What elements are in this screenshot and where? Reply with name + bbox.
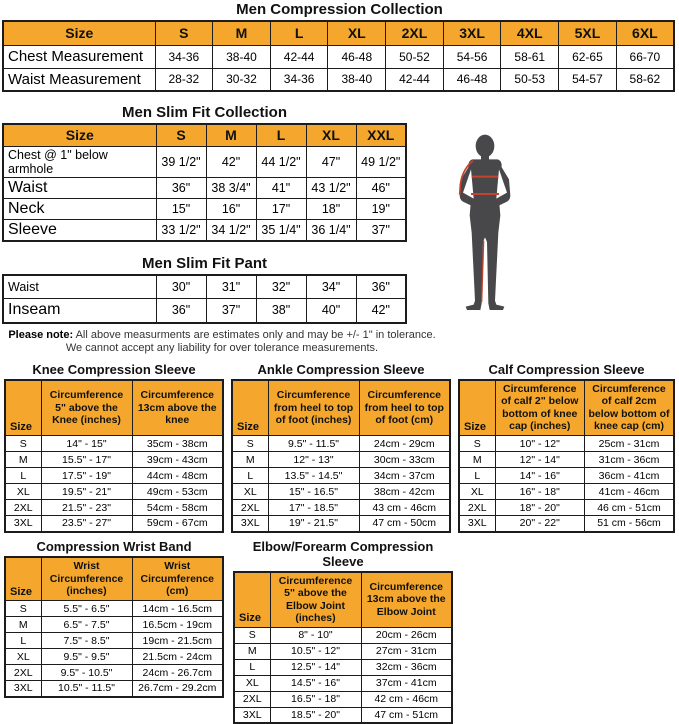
size-cell: L xyxy=(232,468,268,484)
table-row xyxy=(232,484,450,500)
slim-fit-collection-table xyxy=(2,123,407,242)
header-row xyxy=(5,557,223,601)
value-cell: 42 cm - 46cm xyxy=(361,691,452,707)
header-row xyxy=(5,380,223,436)
section-ankle-sleeve xyxy=(231,362,451,533)
table-row xyxy=(5,500,223,516)
value-cell: 27cm - 31cm xyxy=(361,643,452,659)
value-cell: 58-61 xyxy=(501,45,559,68)
table-row xyxy=(3,275,406,299)
table-title-slim-fit-collection: Men Slim Fit Collection xyxy=(2,104,407,121)
tolerance-note-line2: We cannot accept any liability for over tolerance measurements. xyxy=(2,342,442,356)
column-header: XXL xyxy=(356,124,406,146)
size-cell: 2XL xyxy=(232,500,268,516)
table-row xyxy=(5,617,223,633)
table-row xyxy=(5,633,223,649)
tolerance-note xyxy=(2,329,442,356)
section-slim-fit-collection xyxy=(2,104,407,242)
size-cell: XL xyxy=(5,484,41,500)
value-cell: 46 cm - 51cm xyxy=(585,500,675,516)
value-cell: 39cm - 43cm xyxy=(132,452,223,468)
value-cell: 32" xyxy=(256,275,306,299)
value-cell: 35cm - 38cm xyxy=(132,436,223,452)
value-cell: 30" xyxy=(156,275,206,299)
table-title-calf-sleeve: Calf Compression Sleeve xyxy=(458,362,675,377)
table-title-knee-sleeve: Knee Compression Sleeve xyxy=(4,362,224,377)
size-cell: L xyxy=(459,468,495,484)
header-row xyxy=(234,572,452,628)
table-row xyxy=(5,681,223,697)
table-row xyxy=(459,436,674,452)
value-cell: 10.5" - 12" xyxy=(270,643,361,659)
size-cell: M xyxy=(234,643,270,659)
value-cell: 5.5" - 6.5" xyxy=(41,601,132,617)
column-header: Circumference 13cm above the knee xyxy=(132,380,223,436)
size-cell: XL xyxy=(232,484,268,500)
value-cell: 24cm - 26.7cm xyxy=(132,665,223,681)
value-cell: 20" - 22" xyxy=(495,516,585,532)
value-cell: 35 1/4" xyxy=(256,219,306,241)
value-cell: 16.5" - 18" xyxy=(270,691,361,707)
table-row xyxy=(3,146,406,177)
size-cell: S xyxy=(5,436,41,452)
value-cell: 10.5" - 11.5" xyxy=(41,681,132,697)
value-cell: 12" - 13" xyxy=(268,452,359,468)
column-header: 3XL xyxy=(443,21,501,45)
size-cell: 2XL xyxy=(5,665,41,681)
value-cell: 42-44 xyxy=(386,68,444,91)
value-cell: 46" xyxy=(356,177,406,198)
section-wrist-band xyxy=(4,539,224,724)
size-cell: 2XL xyxy=(234,691,270,707)
column-header: L xyxy=(256,124,306,146)
table-row xyxy=(3,177,406,198)
table-row xyxy=(3,219,406,241)
value-cell: 30-32 xyxy=(213,68,271,91)
size-cell: S xyxy=(5,601,41,617)
row-label-cell: Chest Measurement xyxy=(3,45,155,68)
value-cell: 36" xyxy=(156,177,206,198)
value-cell: 25cm - 31cm xyxy=(585,436,675,452)
header-row xyxy=(3,21,674,45)
calf-sleeve-table xyxy=(458,379,675,533)
value-cell: 18.5" - 20" xyxy=(270,707,361,723)
table-row xyxy=(234,643,452,659)
value-cell: 34-36 xyxy=(155,45,213,68)
value-cell: 16" xyxy=(206,198,256,219)
section-elbow-sleeve xyxy=(233,539,453,724)
value-cell: 32cm - 36cm xyxy=(361,659,452,675)
value-cell: 42-44 xyxy=(270,45,328,68)
column-header: S xyxy=(156,124,206,146)
column-header: M xyxy=(206,124,256,146)
value-cell: 28-32 xyxy=(155,68,213,91)
value-cell: 54-56 xyxy=(443,45,501,68)
value-cell: 16.5cm - 19cm xyxy=(132,617,223,633)
value-cell: 21.5cm - 24cm xyxy=(132,649,223,665)
value-cell: 46-48 xyxy=(443,68,501,91)
value-cell: 59cm - 67cm xyxy=(132,516,223,532)
value-cell: 47" xyxy=(306,146,356,177)
value-cell: 10" - 12" xyxy=(495,436,585,452)
table-row xyxy=(234,627,452,643)
sleeve-tables-row-top xyxy=(2,362,677,533)
section-compression-collection xyxy=(2,1,677,92)
value-cell: 8" - 10" xyxy=(270,627,361,643)
body-measurement-figure xyxy=(449,134,521,314)
value-cell: 66-70 xyxy=(616,45,674,68)
size-cell: 3XL xyxy=(5,681,41,697)
table-row xyxy=(5,468,223,484)
value-cell: 44cm - 48cm xyxy=(132,468,223,484)
table-row xyxy=(5,484,223,500)
value-cell: 31cm - 36cm xyxy=(585,452,675,468)
value-cell: 38cm - 42cm xyxy=(359,484,450,500)
value-cell: 17.5" - 19" xyxy=(41,468,132,484)
row-label-cell: Chest @ 1" below armhole xyxy=(3,146,156,177)
column-header: Wrist Circumference (cm) xyxy=(132,557,223,601)
value-cell: 37" xyxy=(356,219,406,241)
elbow-forearm-sleeve-table xyxy=(233,571,453,724)
value-cell: 19" - 21.5" xyxy=(268,516,359,532)
column-header: S xyxy=(155,21,213,45)
value-cell: 6.5" - 7.5" xyxy=(41,617,132,633)
table-row xyxy=(232,500,450,516)
column-header: L xyxy=(270,21,328,45)
table-row xyxy=(3,299,406,323)
size-column-header: Size xyxy=(5,380,41,436)
note-bold-prefix: Please note: xyxy=(8,329,73,341)
value-cell: 9.5" - 11.5" xyxy=(268,436,359,452)
value-cell: 36cm - 41cm xyxy=(585,468,675,484)
column-header: Circumference 5" above the Elbow Joint (inches) xyxy=(270,572,361,628)
size-cell: L xyxy=(5,468,41,484)
value-cell: 42" xyxy=(356,299,406,323)
table-row xyxy=(3,45,674,68)
section-knee-sleeve xyxy=(4,362,224,533)
table-row xyxy=(234,707,452,723)
value-cell: 15" - 16.5" xyxy=(268,484,359,500)
value-cell: 14.5" - 16" xyxy=(270,675,361,691)
header-row xyxy=(459,380,674,436)
value-cell: 54-57 xyxy=(559,68,617,91)
value-cell: 38 3/4" xyxy=(206,177,256,198)
value-cell: 49cm - 53cm xyxy=(132,484,223,500)
column-header: Circumference from heel to top of foot (cm) xyxy=(359,380,450,436)
section-slim-fit-pant xyxy=(2,255,407,324)
column-header: 2XL xyxy=(386,21,444,45)
table-row xyxy=(459,500,674,516)
value-cell: 23.5" - 27" xyxy=(41,516,132,532)
column-header: XL xyxy=(306,124,356,146)
value-cell: 12.5" - 14" xyxy=(270,659,361,675)
ankle-sleeve-table xyxy=(231,379,451,533)
value-cell: 58-62 xyxy=(616,68,674,91)
table-row xyxy=(232,452,450,468)
sleeve-tables-row-bottom xyxy=(2,539,677,724)
size-cell: 3XL xyxy=(232,516,268,532)
size-cell: 2XL xyxy=(5,500,41,516)
size-cell: 3XL xyxy=(459,516,495,532)
value-cell: 37" xyxy=(206,299,256,323)
value-cell: 49 1/2" xyxy=(356,146,406,177)
value-cell: 41" xyxy=(256,177,306,198)
knee-sleeve-table xyxy=(4,379,224,533)
value-cell: 33 1/2" xyxy=(156,219,206,241)
value-cell: 19" xyxy=(356,198,406,219)
value-cell: 18" - 20" xyxy=(495,500,585,516)
column-header: 6XL xyxy=(616,21,674,45)
value-cell: 50-52 xyxy=(386,45,444,68)
size-cell: 2XL xyxy=(459,500,495,516)
size-cell: M xyxy=(5,617,41,633)
value-cell: 14" - 15" xyxy=(41,436,132,452)
table-title-compression-collection: Men Compression Collection xyxy=(2,1,677,18)
column-header: Circumference of calf 2" below bottom of knee cap (inches) xyxy=(495,380,585,436)
value-cell: 42" xyxy=(206,146,256,177)
value-cell: 17" - 18.5" xyxy=(268,500,359,516)
column-header: Circumference 5" above the Knee (inches) xyxy=(41,380,132,436)
table-row xyxy=(232,468,450,484)
value-cell: 20cm - 26cm xyxy=(361,627,452,643)
size-cell: S xyxy=(232,436,268,452)
table-row xyxy=(5,452,223,468)
table-row xyxy=(232,436,450,452)
size-column-header: Size xyxy=(5,557,41,601)
value-cell: 62-65 xyxy=(559,45,617,68)
value-cell: 18" xyxy=(306,198,356,219)
column-header: 5XL xyxy=(559,21,617,45)
column-header: M xyxy=(213,21,271,45)
value-cell: 26.7cm - 29.2cm xyxy=(132,681,223,697)
column-header: Size xyxy=(3,124,156,146)
value-cell: 19.5" - 21" xyxy=(41,484,132,500)
row-label-cell: Waist xyxy=(3,177,156,198)
value-cell: 19cm - 21.5cm xyxy=(132,633,223,649)
value-cell: 34cm - 37cm xyxy=(359,468,450,484)
size-cell: M xyxy=(5,452,41,468)
column-header: Circumference from heel to top of foot (inches) xyxy=(268,380,359,436)
value-cell: 36 1/4" xyxy=(306,219,356,241)
value-cell: 43 cm - 46cm xyxy=(359,500,450,516)
row-label-cell: Neck xyxy=(3,198,156,219)
value-cell: 15.5" - 17" xyxy=(41,452,132,468)
table-row xyxy=(5,665,223,681)
size-column-header: Size xyxy=(459,380,495,436)
wrist-band-table xyxy=(4,556,224,698)
value-cell: 17" xyxy=(256,198,306,219)
section-calf-sleeve xyxy=(458,362,675,533)
table-row xyxy=(3,198,406,219)
value-cell: 39 1/2" xyxy=(156,146,206,177)
size-cell: L xyxy=(5,633,41,649)
size-cell: M xyxy=(459,452,495,468)
header-row xyxy=(232,380,450,436)
column-header: Circumference of calf 2cm below bottom of knee cap (cm) xyxy=(585,380,675,436)
size-cell: 3XL xyxy=(5,516,41,532)
table-row xyxy=(459,484,674,500)
value-cell: 50-53 xyxy=(501,68,559,91)
value-cell: 40" xyxy=(306,299,356,323)
size-cell: S xyxy=(459,436,495,452)
value-cell: 9.5" - 9.5" xyxy=(41,649,132,665)
header-row xyxy=(3,124,406,146)
value-cell: 34 1/2" xyxy=(206,219,256,241)
man-silhouette-icon xyxy=(449,134,521,314)
column-header: Wrist Circumference (inches) xyxy=(41,557,132,601)
size-cell: 3XL xyxy=(234,707,270,723)
size-cell: M xyxy=(232,452,268,468)
value-cell: 21.5" - 23" xyxy=(41,500,132,516)
table-row xyxy=(459,516,674,532)
compression-collection-table xyxy=(2,20,675,92)
value-cell: 16" - 18" xyxy=(495,484,585,500)
value-cell: 12" - 14" xyxy=(495,452,585,468)
value-cell: 30cm - 33cm xyxy=(359,452,450,468)
value-cell: 47 cm - 50cm xyxy=(359,516,450,532)
value-cell: 34-36 xyxy=(270,68,328,91)
value-cell: 38" xyxy=(256,299,306,323)
value-cell: 14cm - 16.5cm xyxy=(132,601,223,617)
value-cell: 46-48 xyxy=(328,45,386,68)
value-cell: 51 cm - 56cm xyxy=(585,516,675,532)
table-row xyxy=(234,675,452,691)
table-title-slim-fit-pant: Men Slim Fit Pant xyxy=(2,255,407,272)
table-row xyxy=(232,516,450,532)
column-header: XL xyxy=(328,21,386,45)
table-title-wrist-band: Compression Wrist Band xyxy=(4,539,224,554)
size-cell: S xyxy=(234,627,270,643)
value-cell: 47 cm - 51cm xyxy=(361,707,452,723)
size-cell: L xyxy=(234,659,270,675)
value-cell: 13.5" - 14.5" xyxy=(268,468,359,484)
table-row xyxy=(234,659,452,675)
value-cell: 14" - 16" xyxy=(495,468,585,484)
value-cell: 31" xyxy=(206,275,256,299)
size-column-header: Size xyxy=(234,572,270,628)
value-cell: 37cm - 41cm xyxy=(361,675,452,691)
table-row xyxy=(234,691,452,707)
row-label-cell: Waist xyxy=(3,275,156,299)
value-cell: 36" xyxy=(356,275,406,299)
value-cell: 36" xyxy=(156,299,206,323)
size-cell: XL xyxy=(234,675,270,691)
table-row xyxy=(5,516,223,532)
value-cell: 38-40 xyxy=(328,68,386,91)
row-label-cell: Waist Measurement xyxy=(3,68,155,91)
row-label-cell: Sleeve xyxy=(3,219,156,241)
row-label-cell: Inseam xyxy=(3,299,156,323)
value-cell: 7.5" - 8.5" xyxy=(41,633,132,649)
value-cell: 54cm - 58cm xyxy=(132,500,223,516)
value-cell: 44 1/2" xyxy=(256,146,306,177)
value-cell: 34" xyxy=(306,275,356,299)
table-title-elbow-sleeve: Elbow/Forearm Compression Sleeve xyxy=(233,539,453,569)
value-cell: 41cm - 46cm xyxy=(585,484,675,500)
column-header: Size xyxy=(3,21,155,45)
note-line1-text: All above measurments are estimates only and may be +/- 1" in tolerance. xyxy=(73,329,436,341)
column-header: Circumference 13cm above the Elbow Joint xyxy=(361,572,452,628)
value-cell: 15" xyxy=(156,198,206,219)
table-row xyxy=(5,436,223,452)
value-cell: 9.5" - 10.5" xyxy=(41,665,132,681)
size-cell: XL xyxy=(5,649,41,665)
slim-fit-pant-table xyxy=(2,274,407,324)
table-row xyxy=(3,68,674,91)
table-title-ankle-sleeve: Ankle Compression Sleeve xyxy=(231,362,451,377)
size-column-header: Size xyxy=(232,380,268,436)
table-row xyxy=(459,452,674,468)
table-row xyxy=(459,468,674,484)
value-cell: 38-40 xyxy=(213,45,271,68)
table-row xyxy=(5,649,223,665)
value-cell: 24cm - 29cm xyxy=(359,436,450,452)
tolerance-note-line1 xyxy=(2,329,442,343)
column-header: 4XL xyxy=(501,21,559,45)
size-cell: XL xyxy=(459,484,495,500)
table-row xyxy=(5,601,223,617)
value-cell: 43 1/2" xyxy=(306,177,356,198)
